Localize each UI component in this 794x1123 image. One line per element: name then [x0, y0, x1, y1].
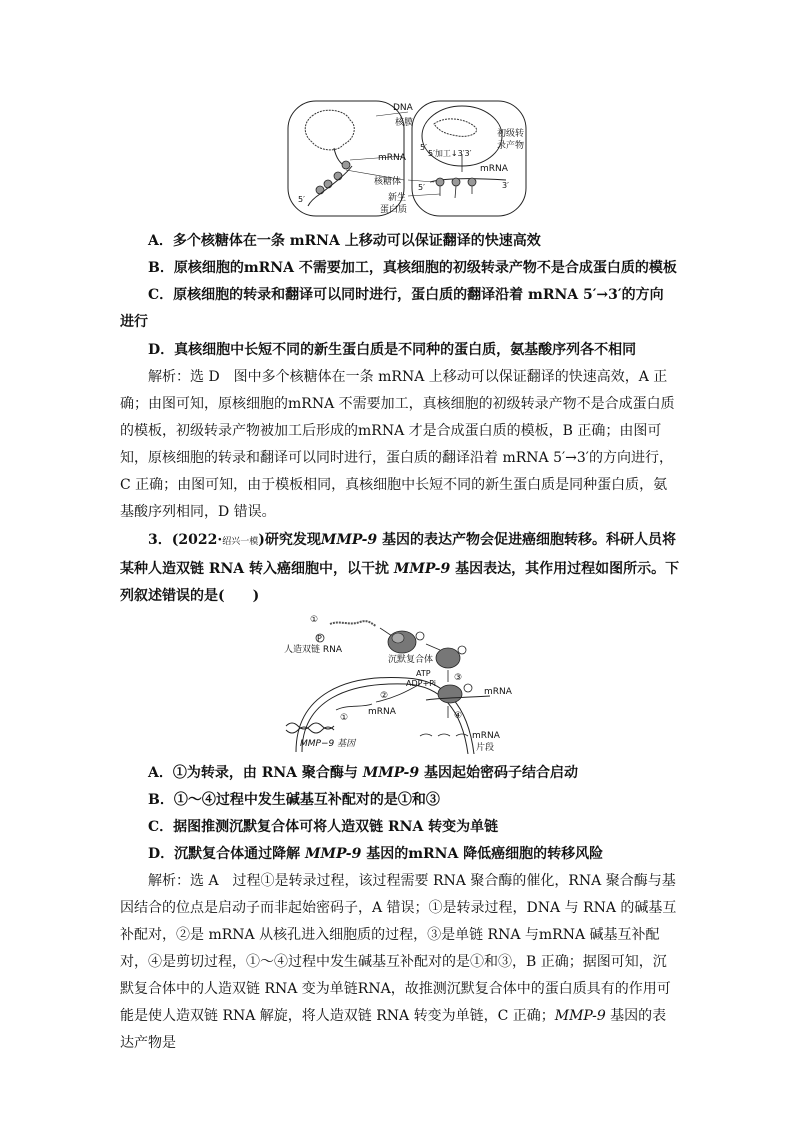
- label-mrna-left: mRNA: [368, 707, 396, 717]
- q3-option-a-post: 基因起始密码子结合启动: [419, 765, 578, 781]
- q3-gene2: MMP-9: [393, 561, 451, 577]
- arrow-1: [380, 628, 392, 636]
- ribosome: [334, 172, 342, 180]
- label-dna: DNA: [393, 103, 413, 113]
- q3-analysis-gene: MMP-9: [554, 1008, 606, 1024]
- label-5prime-bottom: 5′: [418, 183, 425, 192]
- figure-rna-interference: [276, 614, 528, 754]
- q3-option-c: C．据图推测沉默复合体可将人造双链 RNA 转变为单链: [148, 819, 499, 835]
- q3-stem-a: 研究发现: [264, 532, 321, 548]
- label-fragment-2: 片段: [476, 743, 495, 753]
- q2-option-d: D．真核细胞中长短不同的新生蛋白质是不同种的蛋白质，氨基酸序列各不相同: [148, 342, 637, 358]
- ribosome: [436, 178, 444, 186]
- phosphate-icon: [458, 646, 466, 654]
- label-primary-transcript-2: 录产物: [497, 141, 525, 151]
- ribosome: [452, 178, 460, 186]
- ribosome: [468, 178, 476, 186]
- q3-option-d-gene: MMP-9: [305, 846, 362, 862]
- complex-on-mrna: [438, 685, 462, 703]
- label-5prime-cell: 5′: [298, 195, 305, 204]
- label-adp: ADP+Pi: [406, 679, 437, 688]
- phosphate-icon: [416, 632, 424, 640]
- q3-source-year: (2022·: [171, 532, 223, 548]
- q2-analysis: 解析：选 D 图中多个核糖体在一条 mRNA 上移动可以保证翻译的快速高效，A 正确；由图可知，原核细胞的mRNA 不需要加工，真核细胞的初级转录产物不是合成蛋白质的模板，初级转录产物被加工后形成的mRNA 才是合成蛋白质的模板，B 正确；由图可知，原核细胞的转录和翻译可以同时进行，蛋白质的翻译沿着 mRNA 5′→3′的方向进行，C 正确；由图可知，由于模板相同，真核细胞中长短不同的新生蛋白质是同种蛋白质，氨基酸序列相同，D 错误。: [120, 369, 675, 520]
- q3-source-place: 绍兴一模: [222, 537, 259, 547]
- label-c3: ③: [454, 673, 463, 683]
- new-protein-chain: [455, 186, 456, 198]
- arrow-2: [426, 644, 440, 650]
- prokaryote-dna: [305, 110, 354, 150]
- label-fragment-1: mRNA: [472, 731, 500, 741]
- ribosome: [342, 161, 350, 169]
- label-c1: ①: [340, 713, 349, 723]
- q2-option-a: A．多个核糖体在一条 mRNA 上移动可以保证翻译的快速高效: [148, 233, 541, 249]
- q3-option-d-pre: D．沉默复合体通过降解: [148, 846, 306, 862]
- label-primary-transcript-1: 初级转: [497, 129, 525, 139]
- phosphate-icon: [464, 684, 472, 692]
- q2-option-c-line2: 进行: [120, 314, 148, 330]
- label-new-protein-1: 新生: [388, 193, 407, 203]
- q2-option-c-line1: C．原核细胞的转录和翻译可以同时进行，蛋白质的翻译沿着 mRNA 5′→3′的方向: [148, 287, 664, 303]
- q3-stem-b: 基因的表达产物会促进癌细胞转移。科研人员将某种人造双链 RNA 转入癌细胞中，以干扰: [120, 532, 677, 577]
- eukaryote-dna: [434, 119, 477, 136]
- label-artificial-rna: 人造双链 RNA: [284, 645, 343, 655]
- label-5prime-left: 5′: [420, 143, 427, 152]
- q3-analysis-tail: 基因的表达产物是: [120, 1008, 667, 1051]
- label-mrna-right: mRNA: [484, 687, 512, 697]
- q3-number: 3．: [148, 532, 172, 548]
- q3-gene1: MMP-9: [320, 532, 378, 548]
- mrna-fragments: [420, 734, 468, 736]
- mmp9-gene-strand-1: [286, 723, 334, 729]
- mmp9-gene-strand-2: [286, 727, 334, 733]
- q3-analysis: [120, 868, 680, 1057]
- prokaryote-mrna: [308, 166, 352, 206]
- q3-option-b: B．①～④过程中发生碱基互补配对的是①和③: [148, 792, 440, 808]
- label-mmp9-gene: MMP−9 基因: [300, 739, 356, 749]
- label-c4: ④: [454, 711, 463, 721]
- label-p: P: [317, 634, 322, 643]
- q3-stem: [120, 527, 680, 610]
- q3-analysis-text: 解析：选 A 过程①是转录过程，该过程需要 RNA 聚合酶的催化，RNA 聚合酶与基因结合的位点是启动子而非起始密码子，A 错误；①是转录过程，DNA 与 RNA 的碱基互补配对，②是 mRNA 从核孔进入细胞质的过程，③是单链 RNA 与mRNA 碱基互补配对，④是剪切过程，①～④过程中发生碱基互补配对的是①和③，B 正确；据图可知，沉默复合体中的人造双链 RNA 变为单链RNA，故推测沉默复合体中的蛋白质具有的作用可能是使人造双链 RNA 解旋，将人造双链 RNA 转变为单链，C 正确；: [120, 873, 677, 1024]
- q3-stem-c: 基因表达，其作用过程如图所示。下列叙述错误的是( ): [120, 561, 680, 604]
- label-silencing-complex: 沉默复合体: [388, 655, 434, 665]
- label-mrna-left: mRNA: [378, 153, 406, 163]
- nuclear-mrna: [336, 704, 372, 710]
- label-nuclear-membrane: 核膜: [395, 118, 414, 128]
- label-new-protein-2: 蛋白质: [380, 205, 408, 215]
- artificial-rna-strand: [330, 621, 376, 626]
- label-processing: 5′加工↓3′3′: [428, 149, 472, 158]
- label-atp: ATP: [416, 669, 431, 678]
- label-3prime: 3′: [502, 181, 509, 190]
- label-mrna-right: mRNA: [480, 164, 508, 174]
- q3-option-a: [120, 760, 680, 787]
- silencing-complex-single: [436, 648, 460, 668]
- q3-option-d: [120, 841, 680, 868]
- q3-option-d-post: 基因的mRNA 降低癌细胞的转移风险: [361, 846, 604, 862]
- q3-source-close: ): [258, 532, 265, 548]
- label-c1-top: ①: [310, 615, 319, 625]
- ribosome: [316, 186, 324, 194]
- q2-option-b: B．原核细胞的mRNA 不需要加工，真核细胞的初级转录产物不是合成蛋白质的模板: [148, 260, 677, 276]
- q3-option-a-pre: A．①为转录，由 RNA 聚合酶与: [148, 765, 363, 781]
- silencing-complex-subunit: [392, 633, 404, 643]
- figure-transcription-translation: [284, 98, 530, 220]
- ribosome: [324, 180, 332, 188]
- q3-option-a-gene: MMP-9: [362, 765, 420, 781]
- label-c2: ②: [380, 691, 389, 701]
- label-ribosome: 核糖体: [374, 177, 402, 187]
